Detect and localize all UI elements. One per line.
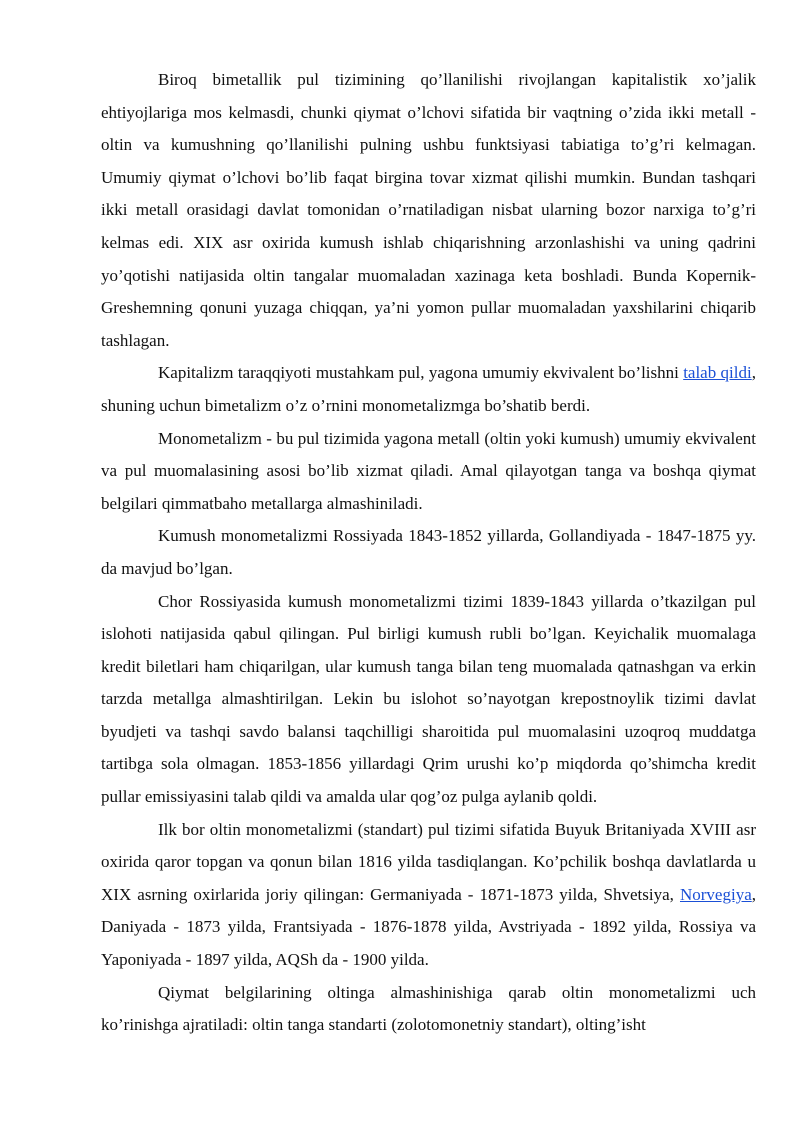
paragraph-text-after: , shuning uchun bimetalizm o’z o’rnini monometalizmga bo’shatib berdi.	[101, 363, 756, 415]
paragraph-text: Biroq bimetallik pul tizimining qo’llanilishi rivojlangan kapitalistik xo’jalik ehtiyojlariga mos kelmasdi, chunki qiymat o’lchovi sifatida bir vaqtning o’zida ikki metall - oltin va kumushning qo’llanilishi pulning ushbu funktsiyasi tabiatiga to’g’ri kelmagan. Umumiy qiymat o’lchovi bo’lib faqat birgina tovar xizmat qilishi mumkin. Bundan tashqari ikki metall orasidagi davlat tomonidan o’rnatiladigan nisbat ularning bozor narxiga to’g’ri kelmas edi. XIX asr oxirida kumush ishlab chiqarishning arzonlashishi va uning qadrini yo’qotishi natijasida oltin tangalar muomaladan xazinaga keta boshladi. Bunda Kopernik-Greshemning qonuni yuzaga chiqqan, ya’ni yomon pullar muomaladan yaxshilarini chiqarib tashlagan.	[101, 70, 756, 350]
paragraph-bimetallism-drawbacks	[101, 64, 756, 357]
paragraph-text-before: Kapitalizm taraqqiyoti mustahkam pul, yagona umumiy ekvivalent bo’lishni	[158, 363, 684, 383]
paragraph-text-after: , Daniyada - 1873 yilda, Frantsiyada - 1876-1878 yilda, Avstriyada - 1892 yilda, Rossiya va Yaponiyada - 1897 yilda, AQSh da - 1900 yilda.	[101, 884, 756, 970]
paragraph-silver-monometalism	[101, 520, 756, 585]
paragraph-text-before: Ilk bor oltin monometalizmi (standart) pul tizimi sifatida Buyuk Britaniyada XVIII asr oxirida qaror topgan va qonun bilan 1816 yilda tasdiqlangan. Ko’pchilik boshqa davlatlarda u XIX asrning oxirlarida joriy qilingan: Germaniyada - 1871-1873 yilda, Shvetsiya,	[101, 819, 756, 904]
paragraph-text: Monometalizm - bu pul tizimida yagona metall (oltin yoki kumush) umumiy ekvivalent va pul muomalasining asosi bo’lib xizmat qiladi. Amal qilayotgan tanga va boshqa qiymat belgilari qimmatbaho metallarga almashiniladi.	[101, 428, 756, 513]
paragraph-capitalism-monometalism	[101, 357, 756, 422]
document-page	[101, 64, 756, 1042]
paragraph-tsarist-russia	[101, 586, 756, 814]
paragraph-text: Qiymat belgilarining oltinga almashinishiga qarab oltin monometalizmi uch ko’rinishga ajratiladi: oltin tanga standarti (zolotomonetniy standart), olting’isht	[101, 982, 756, 1035]
link-talab-qildi[interactable]: talab qildi	[683, 363, 752, 383]
link-norvegiya[interactable]: Norvegiya	[679, 884, 752, 904]
paragraph-monometalism-definition	[101, 423, 756, 521]
paragraph-gold-standard-types	[101, 977, 756, 1042]
paragraph-text: Chor Rossiyasida kumush monometalizmi tizimi 1839-1843 yillarda o’tkazilgan pul islohoti natijasida qabul qilingan. Pul birligi kumush rubli bo’lgan. Keyichalik muomalaga kredit biletlari ham chiqarilgan, ular kumush tanga bilan teng muomalada qatnashgan va erkin tarzda metallga almashtirilgan. Lekin bu islohot so’nayotgan krepostnoylik tizimi davlat byudjeti va tashqi savdo balansi taqchilligi sharoitida pul muomalasini uzoqroq muddatga tartibga sola olmagan. 1853-1856 yillardagi Qrim urushi ko’p miqdorda qo’shimcha kredit pullar emissiyasini talab qildi va amalda ular qog’oz pulga aylanib qoldi.	[101, 591, 756, 807]
paragraph-gold-monometalism-history	[101, 814, 756, 977]
paragraph-text: Kumush monometalizmi Rossiyada 1843-1852 yillarda, Gollandiyada - 1847-1875 yy. da mavjud bo’lgan.	[101, 526, 756, 578]
